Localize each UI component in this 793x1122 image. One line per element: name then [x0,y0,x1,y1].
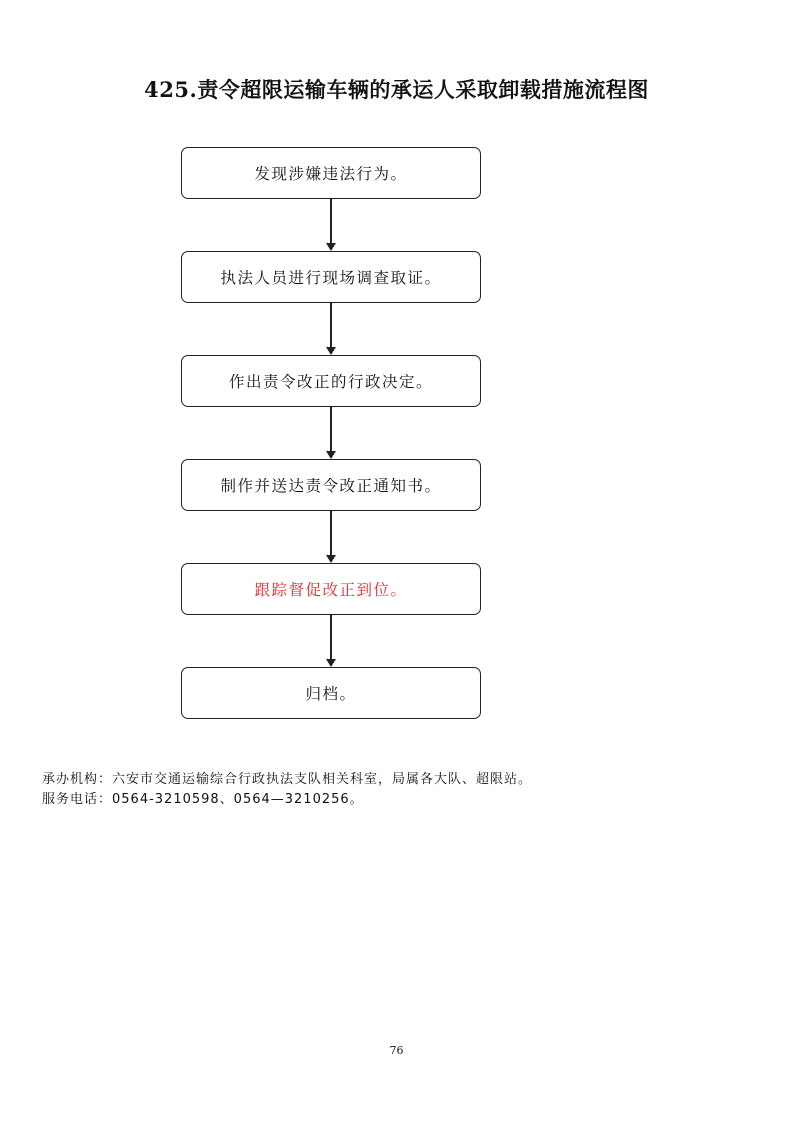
footnotes [42,770,532,810]
flow-step-follow-up: 跟踪督促改正到位。 [181,563,481,615]
flow-arrow-1 [326,199,336,251]
flow-step-investigate: 执法人员进行现场调查取证。 [181,251,481,303]
flow-step-decision: 作出责令改正的行政决定。 [181,355,481,407]
flow-step-archive: 归档。 [181,667,481,719]
page-title: 425.责令超限运输车辆的承运人采取卸载措施流程图 [144,77,649,102]
flow-arrow-4 [326,511,336,563]
flow-arrow-2 [326,303,336,355]
flow-step-notice: 制作并送达责令改正通知书。 [181,459,481,511]
flow-step-discover-violation: 发现涉嫌违法行为。 [181,147,481,199]
organization-note: 承办机构：六安市交通运输综合行政执法支队相关科室，局属各大队、超限站。 [42,772,533,787]
flow-arrow-5 [326,615,336,667]
phone-note: 服务电话：0564-3210598、0564—3210256。 [42,792,364,807]
page-number: 76 [389,1044,404,1057]
flow-arrow-3 [326,407,336,459]
